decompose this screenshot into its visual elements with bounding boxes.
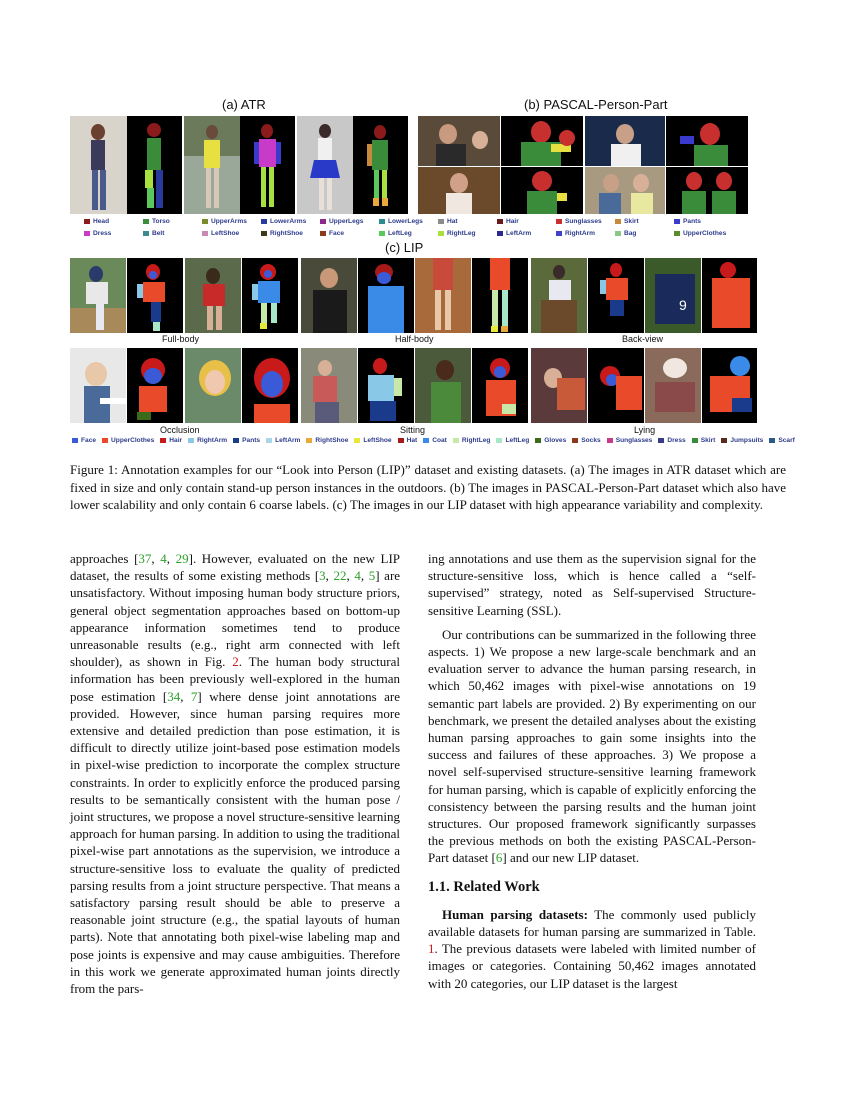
legend-item: RightLeg xyxy=(453,437,491,444)
legend-swatch xyxy=(261,219,267,224)
atr-mask-3 xyxy=(353,116,408,214)
citation-link[interactable]: 4 xyxy=(160,551,167,566)
legend-swatch xyxy=(306,438,312,443)
legend-item: Gloves xyxy=(535,437,566,444)
right-paragraph-3: Human parsing datasets: The commonly used publicly available datasets for human parsing are summarized in Table. 1. The previous datasets were labeled with limited number of images or categories. Containing 50,462 images annotated with 20 categories, our LIP dataset is the largest xyxy=(428,906,756,991)
panel-c-title: (c) LIP xyxy=(385,240,424,255)
legend-item: Hat xyxy=(398,437,418,444)
lip-photo-9 xyxy=(301,348,357,423)
legend-row-1 xyxy=(84,218,733,225)
pascal-photo-1 xyxy=(418,116,500,166)
right-column xyxy=(428,550,756,992)
atr-mask-1 xyxy=(127,116,182,214)
legend-swatch xyxy=(721,438,727,443)
lip-photo-12 xyxy=(645,348,701,423)
legend-item: Pants xyxy=(233,437,260,444)
legend-item: RightShoe xyxy=(306,437,348,444)
legend-item: LeftLeg xyxy=(496,437,529,444)
legend-swatch xyxy=(379,219,385,224)
lip-label-full-body: Full-body xyxy=(162,334,200,344)
legend-swatch xyxy=(438,219,444,224)
pascal-mask-3 xyxy=(501,167,583,214)
legend-swatch xyxy=(398,438,404,443)
pascal-mask-2 xyxy=(666,116,748,166)
left-paragraph: approaches [37, 4, 29]. However, evaluated on the new LIP dataset, the results of some existing methods [3, 22, 4, 5] are unsatisfactory. Without imposing human body structure priors, general object segmentation approaches based on bottom-up appearance information sometimes tend to produce unreasonable results (e.g., right arm connected with left shoulder), as shown in Fig. 2. The human body structural information has been previously well-explored in the human pose estimation [34, 7] where dense joint annotations are provided. However, since human parsing requires more extensive and detailed prediction than pose estimation, it is difficult to directly utilize joint-based pose estimation models in pixel-wise prediction to incorporate the complex structure constraints. In order to explicitly enforce the produced parsing results to be semantically consistent with the human pose / joint structures, we propose a novel structure-sensitive learning approach for human parsing. In addition to using the traditional pixel-wise part annotations as the supervision, we introduce a structure-sensitive loss to evaluate the quality of predicted parsing results from a joint structure perspective. That means a satisfactory parsing result should be able to preserve a reasonable joint structure (e.g., the spatial layouts of human parts). Note that annotating both pixel-wise labeling map and pose joints is expensive and may cause ambiguities. Therefore in this work we generate approximated human joints directly from the pars- xyxy=(70,551,401,997)
legend-swatch xyxy=(497,219,503,224)
legend-swatch xyxy=(379,231,385,236)
lip-mask-9 xyxy=(358,348,414,423)
legend-swatch xyxy=(188,438,194,443)
lip-mask-5 xyxy=(588,258,644,333)
legend-item: RightArm xyxy=(556,230,615,237)
legend-item: LeftArm xyxy=(497,230,556,237)
panel-b-title: (b) PASCAL-Person-Part xyxy=(524,97,668,112)
legend-swatch xyxy=(266,438,272,443)
legend-swatch xyxy=(607,438,613,443)
legend-swatch xyxy=(769,438,775,443)
legend-item: Bag xyxy=(615,230,674,237)
legend-item: RightArm xyxy=(188,437,227,444)
legend-item: Face xyxy=(72,437,96,444)
legend-item: Scarf xyxy=(769,437,795,444)
legend-item: Jumpsuits xyxy=(721,437,763,444)
table-link[interactable]: 1 xyxy=(428,941,435,957)
lip-photo-11 xyxy=(531,348,587,423)
legend-swatch xyxy=(453,438,459,443)
legend-swatch xyxy=(615,219,621,224)
lip-photo-4 xyxy=(415,258,471,333)
lip-label-lying: Lying xyxy=(634,425,656,435)
legend-item: Pants xyxy=(674,218,733,225)
atr-photo-3 xyxy=(297,116,353,214)
legend-swatch xyxy=(572,438,578,443)
lip-photo-2 xyxy=(185,258,241,333)
legend-row-2 xyxy=(84,230,733,237)
lip-label-occlusion: Occlusion xyxy=(160,425,200,435)
legend-item: LeftShoe xyxy=(202,230,261,237)
atr-photo-2 xyxy=(184,116,240,214)
lip-mask-4 xyxy=(472,258,528,333)
legend-swatch xyxy=(497,231,503,236)
legend-item: Coat xyxy=(423,437,447,444)
legend-swatch xyxy=(556,231,562,236)
lip-photo-3 xyxy=(301,258,357,333)
legend-swatch xyxy=(423,438,429,443)
lip-mask-12 xyxy=(702,348,757,423)
legend-swatch xyxy=(84,231,90,236)
legend-swatch xyxy=(143,231,149,236)
legend-swatch xyxy=(496,438,502,443)
atr-mask-2 xyxy=(240,116,295,214)
lip-label-sitting: Sitting xyxy=(400,425,426,435)
legend-swatch xyxy=(535,438,541,443)
legend-swatch xyxy=(674,231,680,236)
figure-caption: Figure 1: Annotation examples for our “Look into Person (LIP)” dataset and existing datasets. (a) The images in ATR dataset which are fixed in size and only contain stand-up person instances in the outdoors. (b) The images in PASCAL-Person-Part dataset which also have lower scalability and only contain 6 coarse labels. (c) The images in our LIP dataset with high appearance variability and complexity. xyxy=(70,462,786,513)
citation-link[interactable]: 4 xyxy=(354,568,361,584)
lip-mask-3 xyxy=(358,258,414,333)
legend-item: Socks xyxy=(572,437,600,444)
right-paragraph-2: Our contributions can be summarized in the following three aspects. 1) We propose a new large-scale benchmark and an evaluation server to advance the human parsing research, in which 50,462 images with pixel-wise annotations on 19 semantic part labels are provided. 2) By experimenting on our benchmark, we present the detailed analyses about the existing human parsing approaches to gain some insights into the success and failures of these approaches. 3) We propose a novel self-supervised structure-sensitive learning framework for human parsing, which is capable of explicitly enforcing the consistency between the parsing results and the human joint structures. Our proposed framework significantly surpasses the previous methods on both the existing PASCAL-Person-Part dataset [6] and our new LIP dataset. xyxy=(428,626,756,866)
legend-swatch xyxy=(354,438,360,443)
citation-link[interactable]: 3 xyxy=(319,568,326,584)
lip-photo-10 xyxy=(415,348,471,423)
legend-swatch xyxy=(84,219,90,224)
legend-item: UpperLegs xyxy=(320,218,379,225)
legend-swatch xyxy=(233,438,239,443)
lip-photo-1 xyxy=(70,258,126,333)
lip-mask-8 xyxy=(242,348,298,423)
legend-item: LowerLegs xyxy=(379,218,438,225)
panel-a-title: (a) ATR xyxy=(222,97,266,112)
lip-label-back-view: Back-view xyxy=(622,334,664,344)
pascal-photo-2 xyxy=(585,116,665,166)
legend-swatch xyxy=(438,231,444,236)
legend-item: Skirt xyxy=(692,437,716,444)
pascal-mask-1 xyxy=(501,116,583,166)
legend-swatch xyxy=(556,219,562,224)
figure-link[interactable]: 2 xyxy=(232,654,239,670)
legend-swatch xyxy=(615,231,621,236)
legend-item: LeftArm xyxy=(266,437,300,444)
legend-item: Sunglasses xyxy=(556,218,615,225)
pascal-mask-4 xyxy=(666,167,748,214)
legend-item: Torso xyxy=(143,218,202,225)
legend-item: UpperClothes xyxy=(102,437,154,444)
legend-item: Dress xyxy=(84,230,143,237)
lip-mask-11 xyxy=(588,348,644,423)
legend-item: Face xyxy=(320,230,379,237)
legend-swatch xyxy=(261,231,267,236)
lip-photo-7 xyxy=(70,348,126,423)
legend-item: LeftLeg xyxy=(379,230,438,237)
section-heading: 1.1. Related Work xyxy=(428,878,540,895)
lip-mask-6 xyxy=(702,258,757,333)
legend-swatch xyxy=(160,438,166,443)
citation-link[interactable]: 22 xyxy=(333,568,347,584)
lip-photo-5 xyxy=(531,258,587,333)
left-column xyxy=(70,550,400,997)
lip-mask-7 xyxy=(127,348,183,423)
legend-item: LeftShoe xyxy=(354,437,391,444)
legend-swatch xyxy=(692,438,698,443)
legend-item: Belt xyxy=(143,230,202,237)
legend-swatch xyxy=(320,219,326,224)
legend-item: UpperArms xyxy=(202,218,261,225)
citation-link[interactable]: 29 xyxy=(175,551,189,566)
legend-item: LowerArms xyxy=(261,218,320,225)
legend-item: UpperClothes xyxy=(674,230,733,237)
citation-link[interactable]: 6 xyxy=(495,850,503,866)
lip-photo-6 xyxy=(645,258,701,333)
legend-swatch xyxy=(202,219,208,224)
legend-swatch xyxy=(658,438,664,443)
legend-swatch xyxy=(102,438,108,443)
legend-swatch xyxy=(320,231,326,236)
pascal-photo-4 xyxy=(585,167,665,214)
legend-item: RightShoe xyxy=(261,230,320,237)
legend-item: RightLeg xyxy=(438,230,497,237)
citation-link[interactable]: 37 xyxy=(138,551,152,566)
citation-link[interactable]: 7 xyxy=(190,688,198,704)
legend-item: Dress xyxy=(658,437,685,444)
legend-item: Sunglasses xyxy=(607,437,653,444)
lip-label-half-body: Half-body xyxy=(395,334,434,344)
lip-mask-2 xyxy=(242,258,298,333)
atr-photo-1 xyxy=(70,116,127,214)
legend-item: Hat xyxy=(438,218,497,225)
right-paragraph-1: ing annotations and use them as the supervision signal for the structure-sensitive loss, which is hence called a “self-supervised” strategy, noted as Self-supervised Structure-sensitive Learning (SSL). xyxy=(428,551,756,618)
svg-text:9: 9 xyxy=(679,297,687,313)
legend-item: Hair xyxy=(497,218,556,225)
lip-photo-8 xyxy=(185,348,241,423)
lip-mask-10 xyxy=(472,348,528,423)
citation-link[interactable]: 34 xyxy=(167,688,181,704)
lip-mask-1 xyxy=(127,258,183,333)
legend-item: Hair xyxy=(160,437,182,444)
pascal-photo-3 xyxy=(418,167,500,214)
legend-item: Skirt xyxy=(615,218,674,225)
legend-swatch xyxy=(72,438,78,443)
legend-swatch xyxy=(674,219,680,224)
legend-item: Head xyxy=(84,218,143,225)
citation-link[interactable]: 5 xyxy=(368,568,376,584)
legend-swatch xyxy=(202,231,208,236)
legend-swatch xyxy=(143,219,149,224)
legend-lip xyxy=(72,437,795,444)
